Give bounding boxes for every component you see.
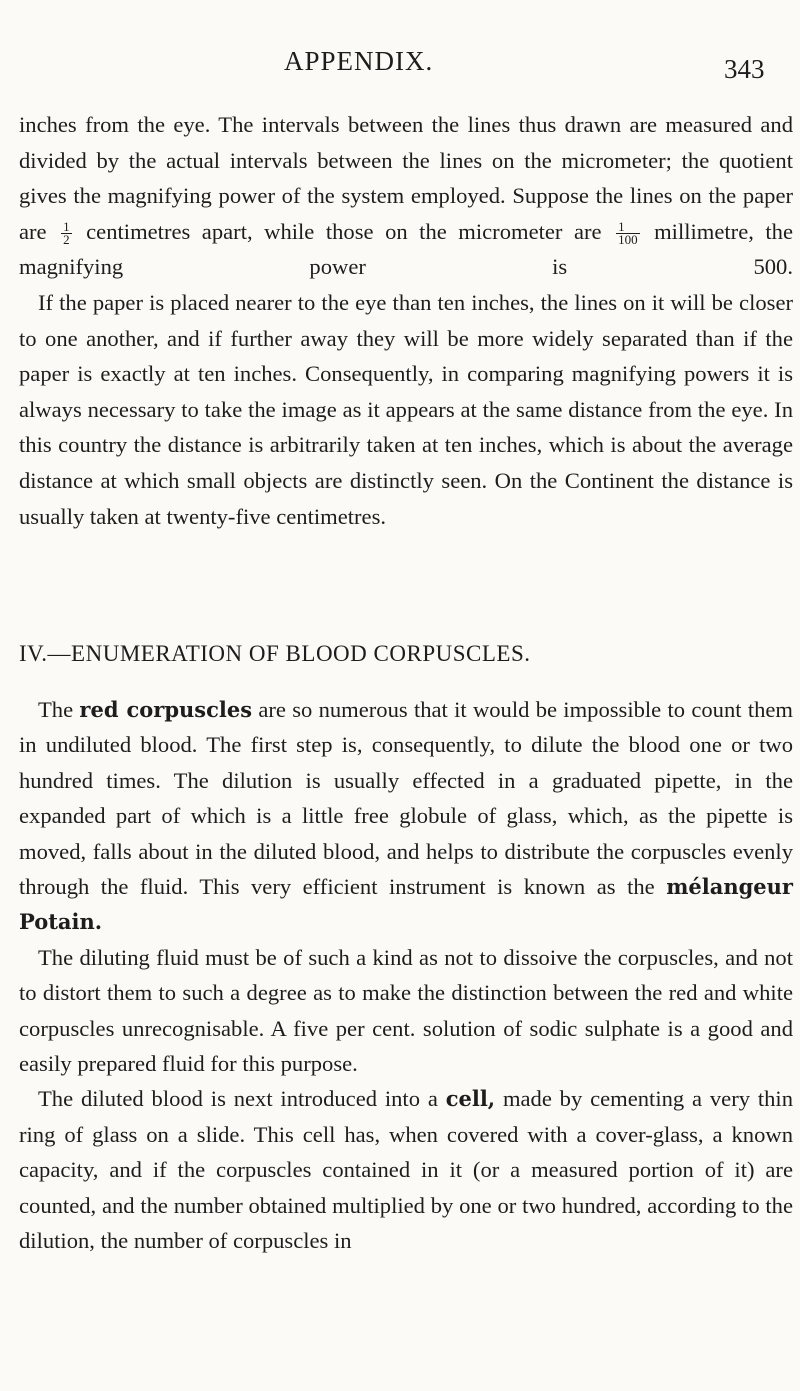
page-header — [0, 46, 800, 86]
term-melangeur-potain: mélangeur Potain. — [19, 874, 793, 935]
fraction-one-hundredth: $\frac{1}{100}$ — [618, 219, 638, 248]
body-text-bottom — [19, 692, 793, 1259]
page-number: 343 — [724, 54, 765, 84]
term-cell: cell, — [445, 1086, 496, 1112]
body-text-top — [19, 107, 793, 534]
section-heading: IV.—ENUMERATION OF BLOOD CORPUSCLES. — [19, 641, 531, 666]
paragraph-3: The red corpuscles are so numerous that it would be impossible to count them in undiluted blood. The first step is, consequently, to dilute the blood one or two hundred times. The dilution is usually effected in a graduated pipette, in the expanded part of which is a little free globule of glass, which, as the pipette is moved, falls about in the diluted blood, and helps to distribute the corpuscles evenly through the fluid. This very efficient instrument is known as the mélangeur Potain. — [19, 697, 793, 935]
fraction-one-half: $\frac{1}{2}$ — [63, 219, 70, 248]
paragraph-5: The diluted blood is next introduced into a cell, made by cementing a very thin ring of glass on a slide. This cell has, when covered with a cover-glass, a known capacity, and if the corpuscles contained in it (or a measured portion of it) are counted, and the number obtained multiplied by one or two hundred, according to the dilution, the number of corpuscles in — [19, 1086, 793, 1254]
term-red-corpuscles: red corpuscles — [79, 697, 253, 722]
running-head: APPENDIX. — [284, 46, 434, 76]
paragraph-2: If the paper is placed nearer to the eye than ten inches, the lines on it will be closer to one another, and if further away they will be more widely separated than if the paper is exactly at ten inches. Consequently, in comparing magnifying powers it is always necessary to take the image as it appears at the same distance from the eye. In this country the distance is arbitrarily taken at ten inches, which is about the average distance at which small objects are distinctly seen. On the Continent the distance is usually taken at twenty-five centimetres. — [19, 289, 793, 529]
paragraph-4: The diluting fluid must be of such a kind as not to dissoive the corpuscles, and not to distort them to such a degree as to make the distinction between the red and white corpuscles unrecognisable. A five per cent. solution of sodic sulphate is a good and easily prepared fluid for this purpose. — [19, 944, 793, 1077]
paragraph-1: inches from the eye. The intervals between the lines thus drawn are measured and divided by the actual intervals between the lines on the micrometer; the quotient gives the magnifying power of the system employed. Suppose the lines on the paper are $\frac{1}{2}$ centimetres apart, while those on the micrometer are $\frac{1}{100}$ millimetre, the magnifying power is 500. — [19, 112, 793, 280]
